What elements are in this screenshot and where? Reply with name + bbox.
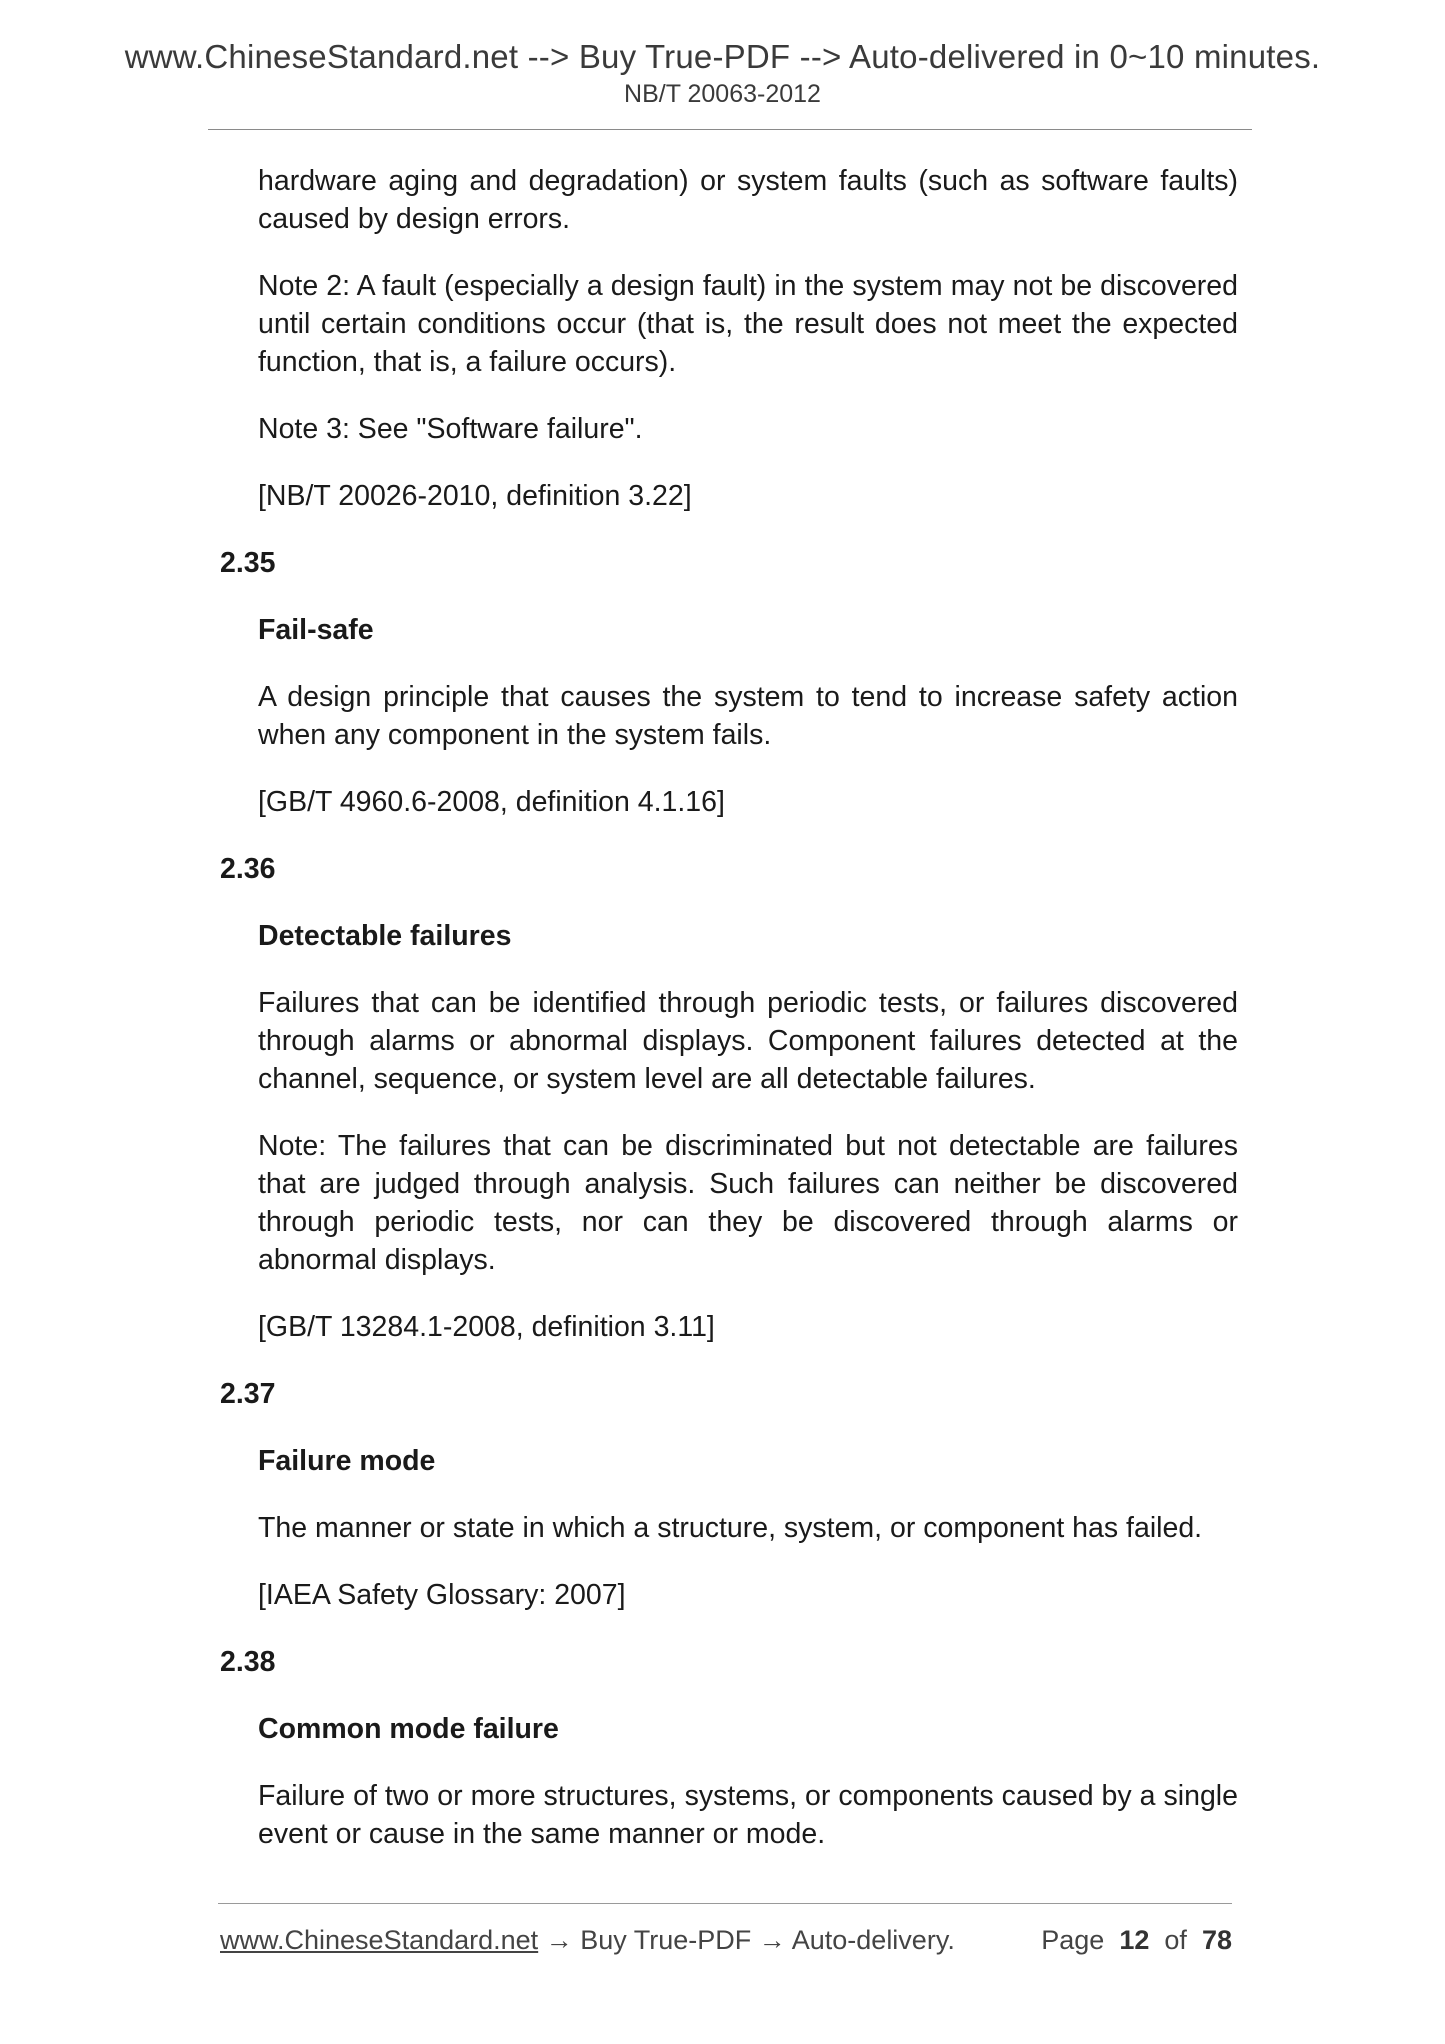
page-indicator bbox=[1041, 1922, 1232, 1958]
term-fail-safe: Fail-safe bbox=[258, 614, 374, 646]
note-2: Note 2: A fault (especially a design fault) in the system may not be discovered until certain conditions occur (that is, the result does not meet the expected function, that is, a failure occurs). bbox=[258, 270, 1238, 378]
definition-detectable-failures: Failures that can be identified through periodic tests, or failures discovered through alarms or abnormal displays. Component failures detected at the channel, sequence, or system level are all detectable failures. bbox=[258, 987, 1238, 1095]
page-total: 78 bbox=[1201, 1925, 1232, 1955]
section-number-2-38: 2.38 bbox=[220, 1646, 276, 1678]
definition-failure-mode: The manner or state in which a structure, system, or component has failed. bbox=[258, 1512, 1203, 1544]
footer-trail: → Buy True-PDF → Auto-delivery. bbox=[538, 1925, 955, 1955]
reference-failure-mode: [IAEA Safety Glossary: 2007] bbox=[258, 1579, 626, 1611]
page-label: Page bbox=[1041, 1925, 1105, 1955]
definition-common-mode-failure: Failure of two or more structures, systems, or components caused by a single event or cause in the same manner or mode. bbox=[258, 1780, 1238, 1850]
footer-divider bbox=[218, 1903, 1232, 1904]
term-failure-mode: Failure mode bbox=[258, 1445, 436, 1477]
page-number: 12 bbox=[1119, 1925, 1150, 1955]
site-banner: www.ChineseStandard.net --> Buy True-PDF --> Auto-delivered in 0~10 minutes. bbox=[124, 38, 1321, 75]
section-number-2-36: 2.36 bbox=[220, 853, 276, 885]
note-detectable-failures: Note: The failures that can be discriminated but not detectable are failures that are judged through analysis. Such failures can neither be discovered through periodic tests, nor can they be discovered through alarms or abnormal displays. bbox=[258, 1130, 1238, 1276]
section-number-2-37: 2.37 bbox=[220, 1378, 276, 1410]
footer-promo bbox=[220, 1922, 955, 1958]
of-label: of bbox=[1164, 1925, 1187, 1955]
note-3: Note 3: See "Software failure". bbox=[258, 413, 643, 445]
term-common-mode-failure: Common mode failure bbox=[258, 1713, 559, 1745]
header-divider bbox=[208, 129, 1252, 130]
standard-code: NB/T 20063-2012 bbox=[624, 80, 821, 108]
reference-fail-safe: [GB/T 4960.6-2008, definition 4.1.16] bbox=[258, 786, 725, 818]
continued-paragraph: hardware aging and degradation) or system faults (such as software faults) caused by design errors. bbox=[258, 165, 1238, 235]
reference-detectable-failures: [GB/T 13284.1-2008, definition 3.11] bbox=[258, 1311, 715, 1343]
footer-site-link[interactable]: www.ChineseStandard.net bbox=[220, 1925, 539, 1955]
reference-3-22: [NB/T 20026-2010, definition 3.22] bbox=[258, 480, 692, 512]
term-detectable-failures: Detectable failures bbox=[258, 920, 512, 952]
section-number-2-35: 2.35 bbox=[220, 547, 276, 579]
definition-fail-safe: A design principle that causes the system to tend to increase safety action when any component in the system fails. bbox=[258, 681, 1238, 751]
